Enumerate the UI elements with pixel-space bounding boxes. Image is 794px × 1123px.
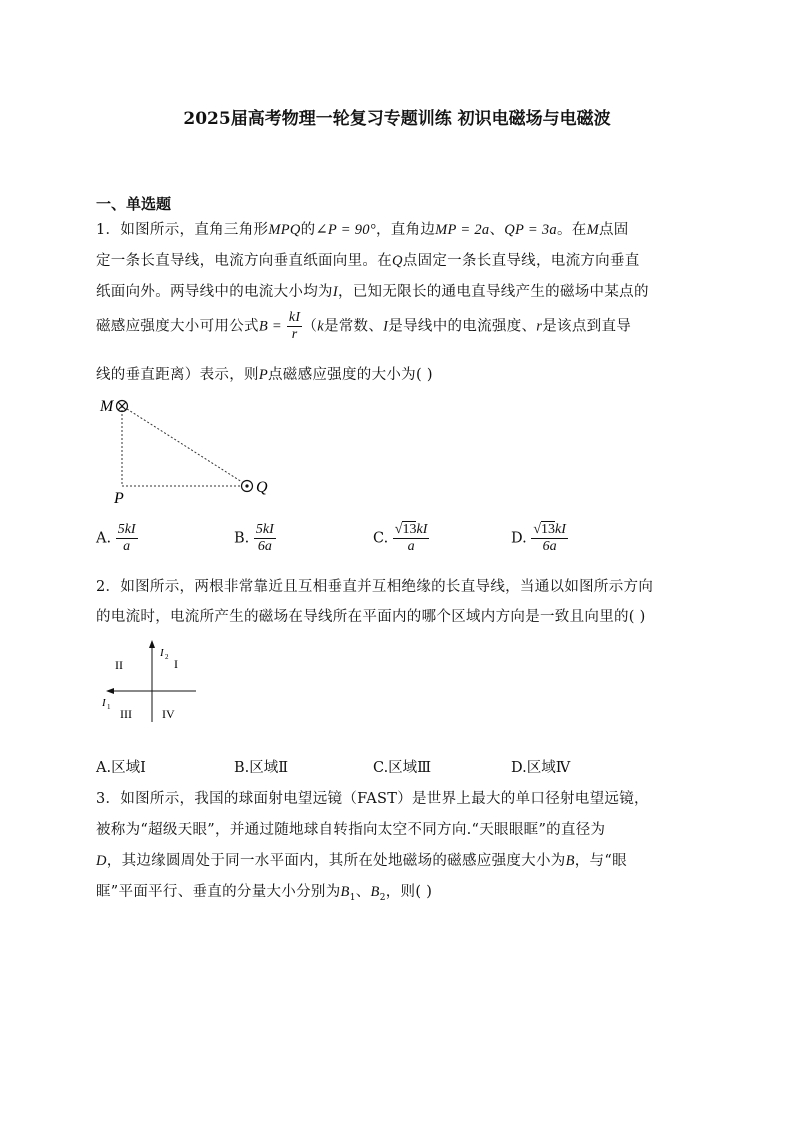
label-p: P xyxy=(114,490,124,507)
q1-option-d[interactable]: D. $\frac{√13kI}{6a}$ xyxy=(511,522,566,554)
section-heading: 一、单选题 xyxy=(96,195,172,213)
arrow-left-icon xyxy=(106,688,114,694)
q2-line-1: 2．如图所示，两根非常靠近且互相垂直并互相绝缘的长直导线，当通以如图所示方向 xyxy=(96,579,654,595)
formula-fraction: $\frac{kI}{r}$ xyxy=(288,310,301,342)
q3-line-4: 眶”平面平行、垂直的分量大小分别为$B_1$、$B_2$，则( ) xyxy=(96,884,433,903)
svg-text:I: I xyxy=(102,697,106,709)
q2-line-2: 的电流时，电流所产生的磁场在导线所在平面内的哪个区域内方向是一致且向里的( ) xyxy=(96,609,646,625)
region-3-label: III xyxy=(120,707,132,721)
label-q: Q xyxy=(256,479,268,496)
svg-text:1: 1 xyxy=(107,703,111,711)
q1-line-4: 磁感应强度大小可用公式B = $\frac{kI}{r}$ （k是常数、I是导线中的电流强度、r是该点到直导 xyxy=(96,310,632,342)
arrow-up-icon xyxy=(149,640,155,648)
region-1-label: I xyxy=(174,657,178,671)
q1-line-5: 线的垂直距离）表示，则P点磁感应强度的大小为( ) xyxy=(96,367,433,383)
region-2-label: II xyxy=(115,658,123,672)
svg-text:I: I xyxy=(160,647,164,659)
q3-line-2: 被称为“超级天眼”，并通过随地球自转指向太空不同方向.“天眼眼眶”的直径为 xyxy=(96,822,606,838)
q1-option-c[interactable]: C. $\frac{√13kI}{a}$ xyxy=(373,522,428,554)
q2-option-b[interactable]: B.区域Ⅱ xyxy=(234,760,289,776)
page-title: 2025届高考物理一轮复习专题训练 初识电磁场与电磁波 xyxy=(183,109,611,129)
region-4-label: IV xyxy=(162,707,175,721)
q2-option-a[interactable]: A.区域Ⅰ xyxy=(96,760,146,776)
svg-text:2: 2 xyxy=(165,653,169,661)
q1-triangle-figure xyxy=(96,392,286,507)
label-m: M xyxy=(100,398,114,415)
mq-edge xyxy=(127,409,242,482)
q1-line-1: 1．如图所示，直角三角形MPQ的∠P = 90°，直角边MP = 2a、QP = 3a。在M点固 xyxy=(96,222,629,238)
q3-line-3: D，其边缘圆周处于同一水平面内，其所在处地磁场的磁感应强度大小为B，与“眼 xyxy=(96,853,627,869)
q1-option-a[interactable]: A. $\frac{5kI}{a}$ xyxy=(96,522,136,554)
q2-option-d[interactable]: D.区域Ⅳ xyxy=(511,760,571,776)
q1-line-2: 定一条长直导线，电流方向垂直纸面向里。在Q点固定一条长直导线，电流方向垂直 xyxy=(96,253,640,269)
q2-option-c[interactable]: C.区域Ⅲ xyxy=(373,760,432,776)
q1-option-b[interactable]: B. $\frac{5kI}{6a}$ xyxy=(234,522,274,554)
q3-line-1: 3．如图所示，我国的球面射电望远镜（FAST）是世界上最大的单口径射电望远镜， xyxy=(96,791,649,807)
q1-line-3: 纸面向外。两导线中的电流大小均为I，已知无限长的通电直导线产生的磁场中某点的 xyxy=(96,284,649,300)
q2-crossed-wires-figure xyxy=(96,636,206,726)
